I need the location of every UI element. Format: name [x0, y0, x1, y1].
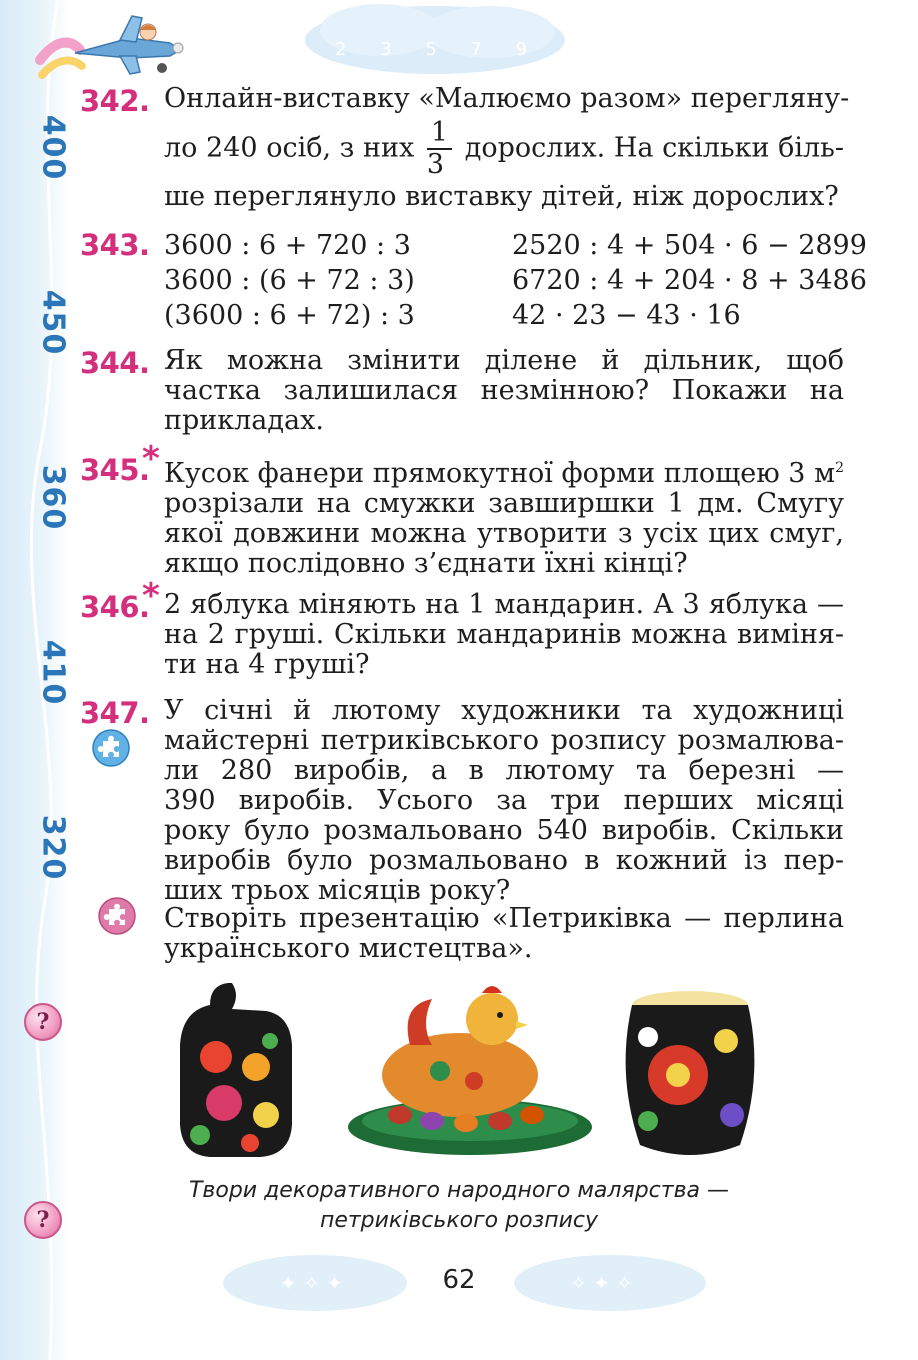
text-line: якщо послідовно з’єднати їхні кінці? [164, 548, 688, 579]
text-line: 390 виробів. Усього за три перших місяці [164, 785, 844, 816]
text-line: 2 яблука міняють на 1 мандарин. А 3 яблука — [164, 589, 844, 620]
side-number: 400 [35, 114, 71, 181]
petrykivka-artworks-illustration [170, 975, 770, 1165]
text-line: ше переглянуло виставку дітей, ніж дорослих? [164, 181, 839, 212]
puzzle-pink-icon [98, 897, 136, 935]
text-line: Як можна змінити ділене й дільник, щоб [164, 345, 844, 376]
painted-cutting-board [180, 983, 292, 1157]
text-line: прикладах. [164, 405, 324, 436]
question-badge-icon: ? [24, 1003, 62, 1041]
painted-candle-holder [626, 991, 755, 1155]
text-line: майстерні петриківського розпису розмалюва- [164, 725, 844, 756]
text-line: якої довжини можна утворити з усіх цих смуг, [164, 518, 844, 549]
cloud-decoration [300, 0, 570, 80]
difficulty-star-icon: * [142, 439, 160, 479]
expression: 42 · 23 − 43 · 16 [512, 300, 741, 331]
airplane-icon [70, 8, 190, 78]
puzzle-blue-icon [92, 729, 130, 767]
painted-hen-with-eggs [348, 986, 592, 1155]
problem-text [164, 590, 844, 680]
problem-number: 344. [80, 346, 150, 380]
caption-line: Твори декоративного народного малярства — [188, 1178, 730, 1203]
text-line: року було розмальовано 540 виробів. Скільки [164, 815, 844, 846]
problem-text [164, 182, 844, 212]
fraction-numerator: 1 [427, 118, 452, 150]
text-segment: ло 240 осіб, з них [164, 132, 415, 164]
text-line: українського мистецтва». [164, 933, 533, 964]
project-task-text [164, 904, 844, 964]
text-line: Створіть презентацію «Петриківка — перлина [164, 903, 844, 934]
text-line: У січні й лютому художники та художниці [164, 695, 844, 726]
problem-text [164, 696, 844, 906]
problem-number [80, 576, 160, 624]
svg-text:✦ ✧ ✦: ✦ ✧ ✦ [280, 1271, 343, 1295]
svg-text:✧ ✦ ✧: ✧ ✦ ✧ [570, 1271, 633, 1295]
problem-number: 347. [80, 696, 150, 730]
problem-number: 342. [80, 84, 150, 118]
text-line: розрізали на смужки завширшки 1 дм. Смугу [164, 488, 844, 519]
expression: 2520 : 4 + 504 · 6 − 2899 [512, 230, 867, 261]
text-line-with-superscript [164, 453, 844, 489]
text-line: виробів було розмальовано в кожний із пер- [164, 845, 844, 876]
side-number: 450 [35, 289, 71, 356]
cloud-digits: 2 3 5 7 9 [335, 39, 542, 60]
text-line: частка залишилася незмінною? Покажи на [164, 375, 844, 406]
page-number: 62 [442, 1265, 476, 1295]
problem-number: 343. [80, 228, 150, 262]
superscript: 2 [835, 460, 844, 476]
problem-text [164, 118, 844, 178]
problem-number-label: 346. [80, 590, 150, 624]
side-number: 320 [35, 814, 71, 881]
expression: 3600 : (6 + 72 : 3) [164, 265, 415, 296]
problem-number-label: 345. [80, 453, 150, 487]
text-segment: Кусок фанери прямокутної форми площею 3 м [164, 458, 836, 489]
expression: 6720 : 4 + 204 · 8 + 3486 [512, 265, 867, 296]
side-number: 410 [35, 639, 71, 706]
text-line: ших трьох місяців року? [164, 875, 511, 906]
side-number: 360 [35, 464, 71, 531]
expression: (3600 : 6 + 72) : 3 [164, 300, 415, 331]
text-line: ли 280 виробів, а в лютому та березні — [164, 755, 844, 786]
text-segment: дорослих. На скільки біль- [464, 132, 844, 164]
problem-text [164, 346, 844, 436]
caption-line: петриківського розпису [319, 1208, 599, 1233]
difficulty-star-icon: * [142, 576, 160, 616]
fraction-denominator: 3 [426, 149, 445, 180]
problem-text [164, 83, 850, 114]
text-line: ти на 4 груші? [164, 649, 370, 680]
text-line-with-fraction [164, 118, 844, 178]
problem-text [164, 453, 844, 579]
text-line: Онлайн-виставку «Малюємо разом» перегляну- [164, 83, 850, 114]
question-badge-icon: ? [24, 1201, 62, 1239]
illustration-caption [0, 1176, 918, 1236]
expression: 3600 : 6 + 720 : 3 [164, 230, 411, 261]
fraction [427, 118, 452, 180]
problem-number [80, 439, 160, 487]
text-line: на 2 груші. Скільки мандаринів можна виміня- [164, 619, 844, 650]
